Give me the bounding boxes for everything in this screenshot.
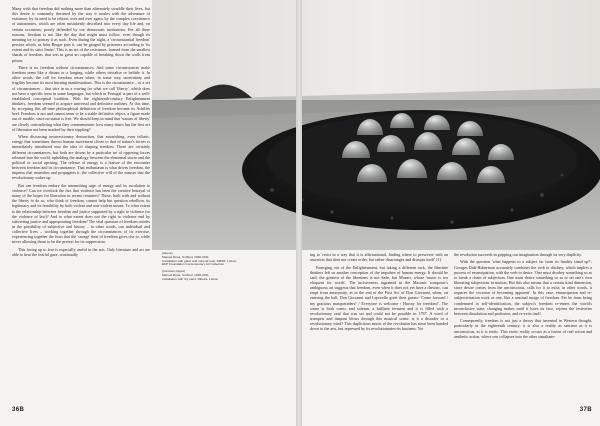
page-number-right: 37B bbox=[579, 407, 592, 413]
page-number-left: 36B bbox=[12, 407, 25, 413]
caption-previous bbox=[162, 270, 292, 281]
installation-photo bbox=[152, 0, 600, 250]
caption-line: EDP Foundation Contemporary Art Collection bbox=[162, 262, 225, 267]
right-page bbox=[162, 250, 600, 426]
paragraph: Consequently, freedom is not just a theory that invented in Western thought, particularly in the eighteenth century: it is also a reality as sentient as it is unconscious, as it is erotic. This erotic reality occurs as a fusion of real action and aesthetic action, where one collapses into the other simultane- bbox=[454, 318, 592, 339]
paragraph: With the question 'what happens to a subject far from its finality stand up?', Georges Didi-Huberman accurately combines the verb to disobey, which implies a process of emancipation, with the verb to desire. 'One must disobey something so as to break a chain of subjection. One must desire something so as to set one's own liberating subjections in motion. But this also means that a certain kind dimension, since desire comes from the unconscious, calls for it to exist; in other words, it requires the vocation of becoming apparent'. In this case, emancipation and re-subjectivisation work as one, like a seminal image of freedom. Far be from being condemned to self-identification, the subject's freedom re-enters the world's inconclusive state, changing makes until it loses its face, rejoins the festivities between dissolution and profusion, and re-exits itself. bbox=[454, 259, 592, 316]
left-text-column bbox=[12, 6, 150, 402]
caption-above bbox=[162, 252, 292, 267]
caption-line: Manuel Rosa, Untitled, 1990-2011 bbox=[162, 272, 209, 277]
right-text-column-2 bbox=[454, 252, 592, 402]
paragraph: This facing up to fear is especially useful in the arts. Only literature and art are able to hear the fearful gaze, continually bbox=[12, 246, 150, 257]
caption-line: Installation with glass and mineral coal, SMSR, Lisbon bbox=[162, 258, 237, 263]
caption-line: (previous pages) bbox=[162, 269, 186, 274]
paragraph: But can freedom endure the unremitting rage of energy and its escalation to violence? Can we overlook the fact that violence has been the creative betrayal of many of the hopes for liberation in recent centuries? Those, both with and without the liberty to do so, who think of freedom, cannot help but question rebellion, its legitimacy and its feasibility by both violent and non-violent means. To what extent is the relationship between freedom and justice supported by a right to violence (or the violence of law)? And to what extent does not the right to violence end by subverting justice and appropriating freedom? The vital question of freedom resides in the possibility of subjective and history – in other words, our individual and collective lives – working together through the circumstances of its exercise, experiencing together the fears that the 'savage' time of freedom gives rise to, while never allowing those to be the pretext for its suppression. bbox=[12, 182, 150, 245]
paragraph: Many wish that freedom did nothing more than alternately swaddle their lives, but this desire is constantly thwarted by the way it tussles with the adventure of existence, by its need to be reborn, over and over again, by the complex coexistence of autonomies, which are often mistakenly described into every day life and, on certain occasions, poorly defended by our democratic institutions. For all these reasons, freedom is not like the day that might must follow, even though its meaning try to portray it as such. Even during the night, a 'circumstantial freedom' persists which, as John Berger puts it, can be gauged by prisoners according to 'its extent and its strict limits'. This is an act of the resistance, formed from the smallest shards of freedom, that sets in great art capable of breaking down the walls from prison. bbox=[12, 6, 150, 63]
captions-block bbox=[162, 252, 292, 285]
caption-line: Installation with dry sand, Ribeira, Lisbon bbox=[162, 276, 219, 281]
caption-line: (above) bbox=[162, 251, 173, 255]
right-text-column-1 bbox=[310, 252, 448, 402]
paragraph: the revolution succeeds in gripping our imagination through its very duplicity. bbox=[454, 252, 582, 257]
installation-photo-icon bbox=[152, 0, 600, 250]
paragraph: Emerging out of the Enlightenment, but taking a different tack, the libertine thinkers left us another conception of the impulses of human energy. It should be said, the greatest of the libertines is not Sade, but Mozart, whose 'music is too eloquent for words'. The incisiveness ingrained in the Masonic composer's ambiguous art suggests that freedom, even when it does not yet have a rhetoric, can erupt from anonymity, as in the end of the First Act of Don Giovanni, when, on entering the ball, Don Giovanni and Leporello greet their guests: 'Come forward / my gracious masqueraders! / Everyone is welcome / Hurray for freedom!'. The scene is both comic and solemn, a brilliant ferment and it is filled with a revolutionary zeal that was set and could not be possible in 1787. A word of trumpets and timpani blows through this musical scene: is it a disorder or a revolutionary wind? This duplicitous music of the revolution has since been handed down to the arts, but repressed by its revolutionaries-its business. Yet bbox=[310, 264, 448, 332]
caption-line: Manuel Rosa, Untitled, 1990-2011 bbox=[162, 254, 209, 259]
paragraph: ing to 'resist in a way that it is affirmational, finding where to persevere with an assertion that does not create order, but rather disarranges and disrupts itself' [1]. bbox=[310, 252, 448, 263]
paragraph: There is no freedom without circumstances. And some circumstances make freedom seem like a distant or a longing, while others trivialise or belittle it. In other words, the call for freedom arises when, in some way, uncertainty and fragility become its most burning manifestations. This is the circumstance – or a set of circumstances – that stirs in us a craving for what we call 'liberty', which does not have a specific term in some languages, but which in Portugal is part of a well-established conceptual tradition. With the eighteenth-century Enlightenment thinkers, freedom seemed to acquire universal and definitive outlines. At this time, by accepting this all-time philosophical definition of freedom became its Achilles heel. Freedom is not and cannot seem to be a stable definitive object, a figure made out of marble, since no statue is free. We should keep in mind that 'statues of liberty' are clearly contradicting what they commemorate: how many times has the first act of liberation not been marked by their toppling? bbox=[12, 64, 150, 132]
paragraph: When discussing insurrectionary destruction, that astonishing, even telluric, energy that sometimes throws human movement closer to that of nature's forces is immediately introduced into the idea of shaping freedom. There are certainly different circumstances, but both are driven by a particular set of opposing forces released into the world, upholding the analogy between the elemental storm and the political or social uprising. The release of energy is a feature of the encounter between freedom and its circumstance. That enthusiasm is what drives freedom, the impetus that nourishes and propagates it, the collective will of the masses that the revolutionary wakes up. bbox=[12, 134, 150, 181]
